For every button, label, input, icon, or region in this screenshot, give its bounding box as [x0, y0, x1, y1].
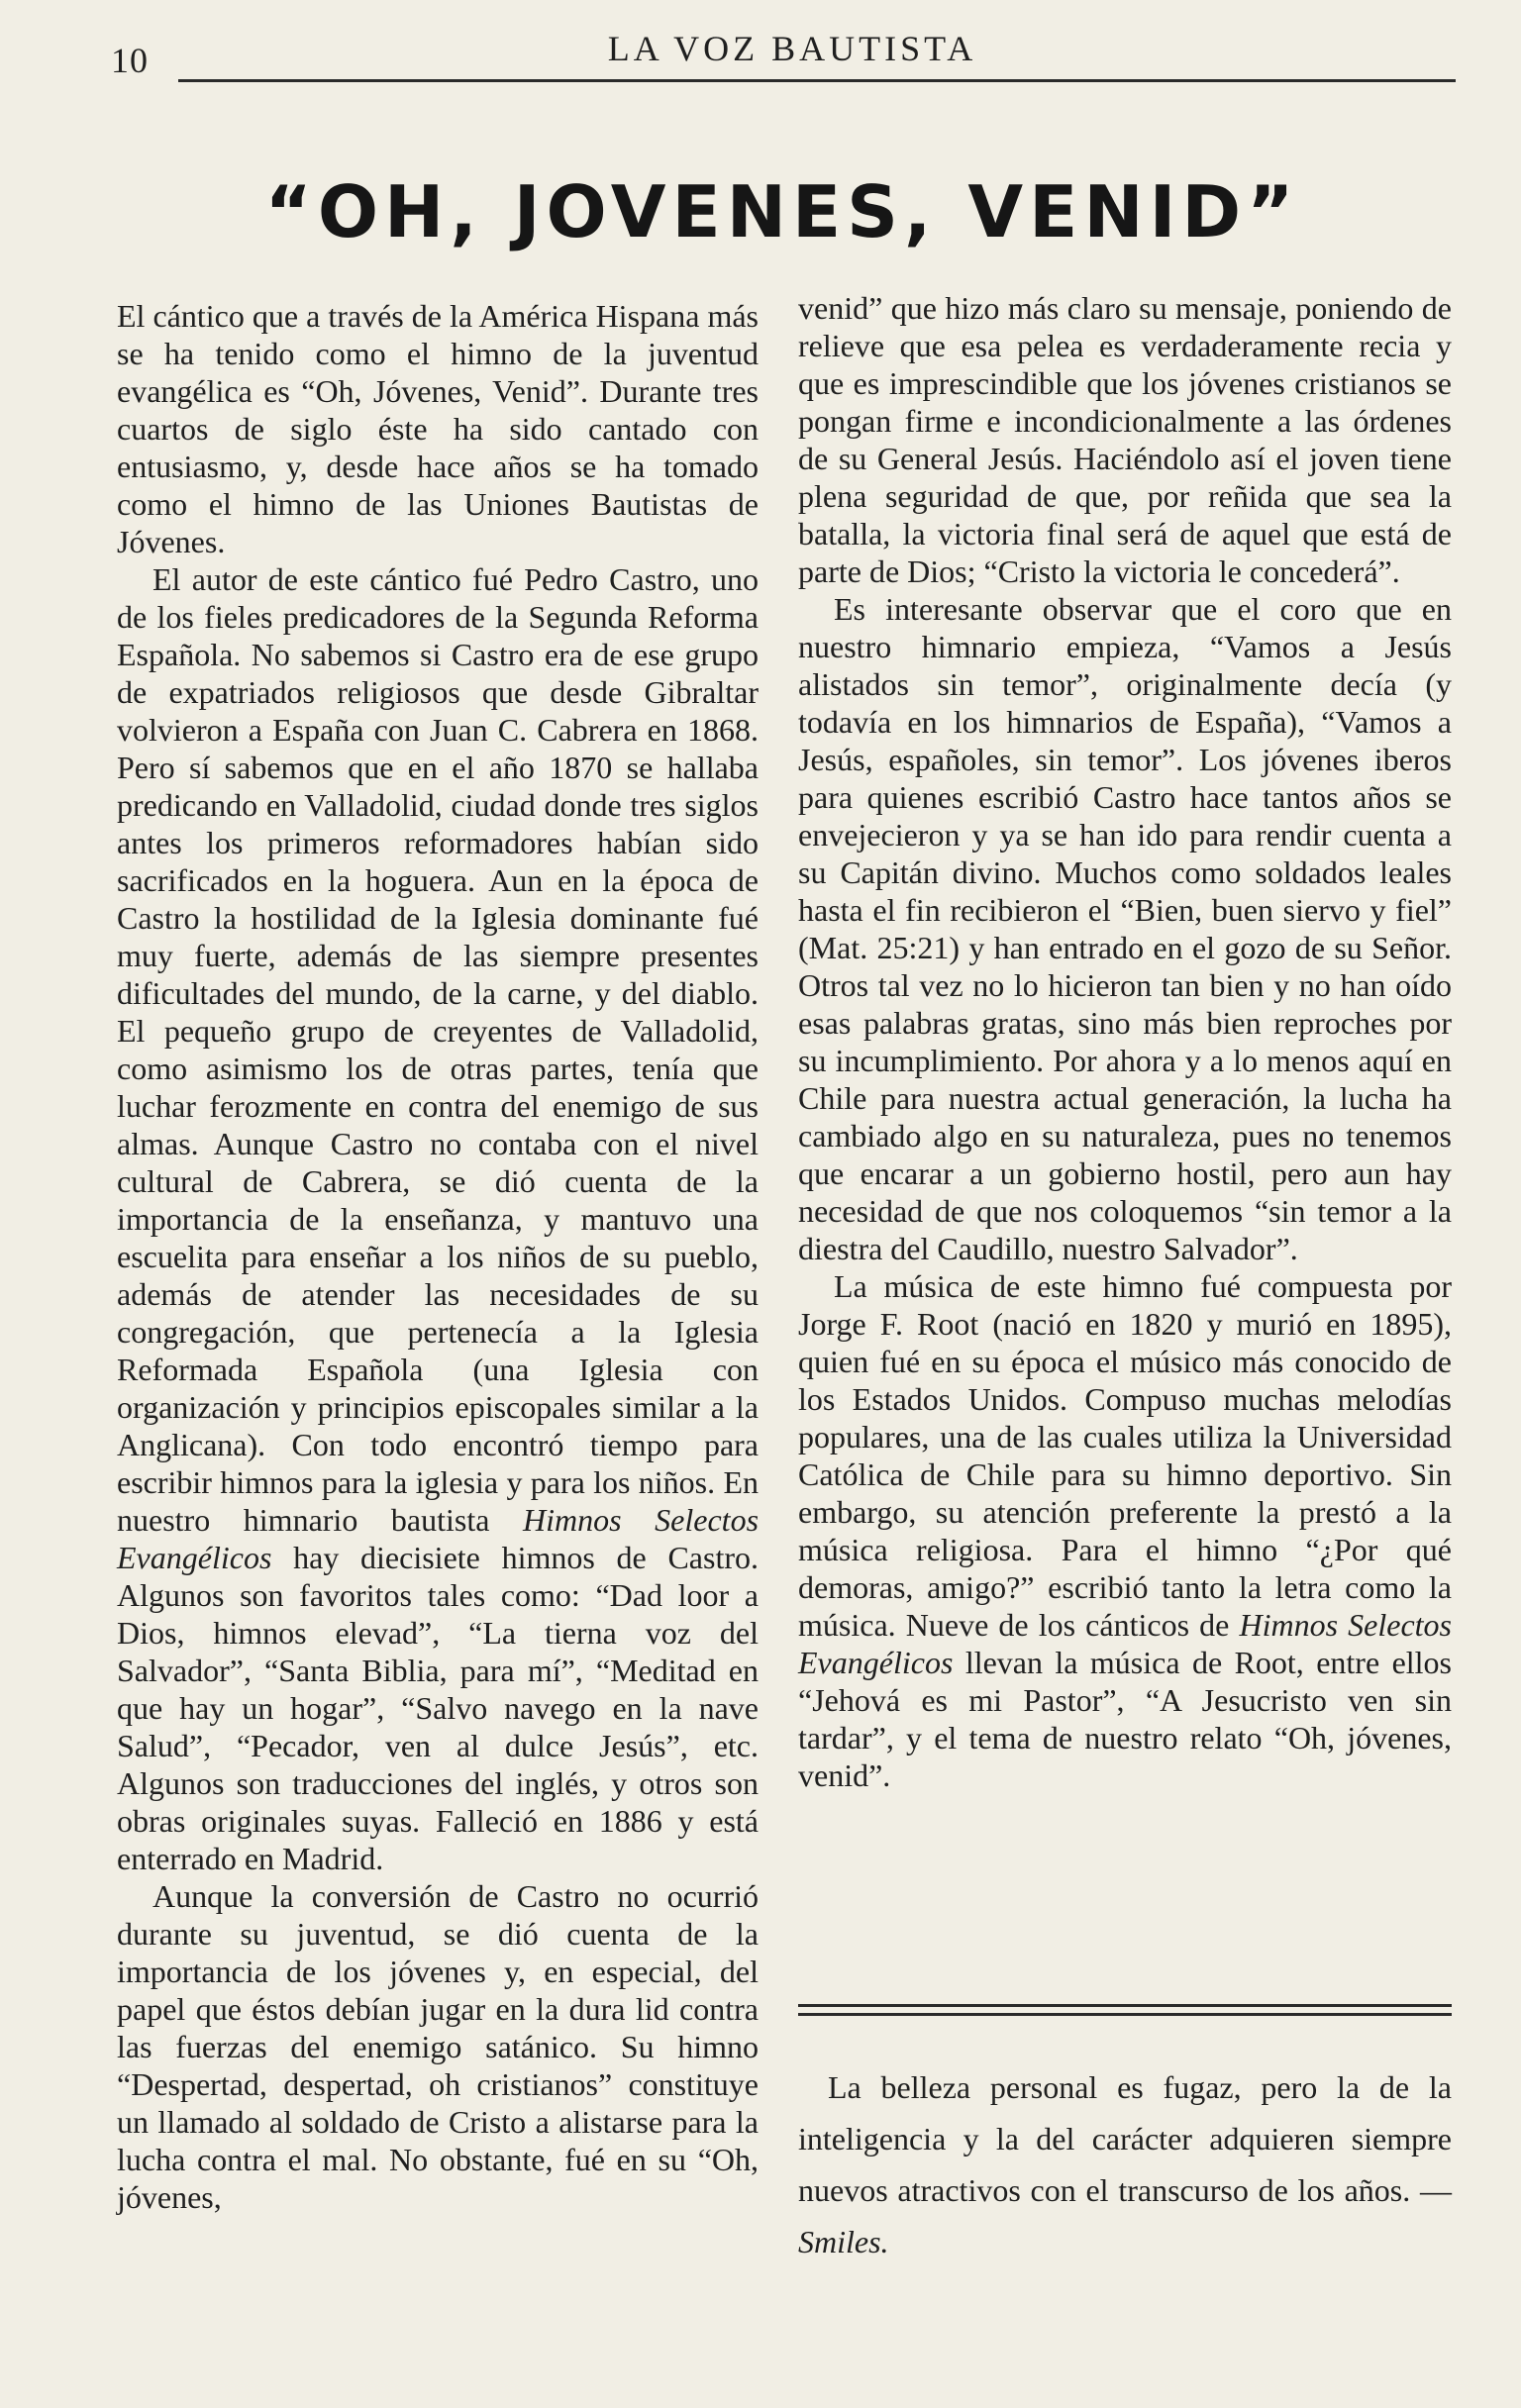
paragraph: [798, 1267, 1452, 1794]
right-column: [798, 289, 1452, 1794]
paragraph-text: La música de este himno fué compuesta por Jorge F. Root (nació en 1820 y murió en 1895), quien fué en su época el músico más conocido de los Estados Unidos. Compuso muchas melodías populares, una de las cuales utiliza la Universidad Católica de Chile para su himno deportivo. Sin embargo, su atención preferente la prestó a la música religiosa. Para el himno “¿Por qué demoras, amigo?” escribió tanto la letra como la música. Nueve de los cánticos de: [798, 1268, 1452, 1643]
paragraph: Es interesante observar que el coro que en nuestro himnario empieza, “Vamos a Jesús alistados sin temor”, originalmente decía (y todavía en los himnarios de España), “Vamos a Jesús, españoles, sin temor”. Los jóvenes iberos para quienes escribió Castro hace tantos años se envejecieron y ya se han ido para rendir cuenta a su Capitán divino. Muchos como soldados leales hasta el fin recibieron el “Bien, buen siervo y fiel” (Mat. 25:21) y han entrado en el gozo de su Señor. Otros tal vez no lo hicieron tan bien y no han oído esas palabras gratas, sino más bien reproches por su incumplimiento. Por ahora y a lo menos aquí en Chile para nuestra actual generación, la lucha ha cambiado algo en su naturaleza, pues no tenemos que encarar a un gobierno hostil, pero aun hay necesidad de que nos coloquemos “sin temor a la diestra del Caudillo, nuestro Salvador”.: [798, 591, 1452, 1266]
hymnal-title: Himnos Selectos Evangélicos: [798, 1607, 1453, 1680]
paragraph: venid” que hizo más claro su mensaje, poniendo de relieve que esa pelea es verdaderamente recia y que es imprescindible que los jóvenes cristianos se pongan firme e incondicionalmente a las órdenes de su General Jesús. Haciéndolo así el joven tiene plena seguridad de que, por reñida que sea la batalla, la victoria final será de aquel que está de parte de Dios; “Cristo la victoria le concederá”.: [798, 290, 1452, 589]
rule-line: [798, 2004, 1452, 2007]
quote-text: La belleza personal es fugaz, pero la de la inteligencia y la del carácter adquieren siempre nuevos atractivos con el transcurso de los años. —: [798, 2069, 1452, 2208]
article-title: “OH, JOVENES, VENID”: [264, 170, 1300, 253]
hymnal-title: Himnos Selectos Evangélicos: [117, 1502, 760, 1575]
rule-line: [798, 2013, 1452, 2016]
quote-author: Smiles.: [798, 2224, 889, 2259]
quote-paragraph: [798, 2061, 1452, 2267]
quote-box: [798, 2061, 1452, 2267]
double-rule-divider: [798, 2004, 1452, 2016]
header-rule: [178, 79, 1456, 82]
paragraph-text: hay diecisiete himnos de Castro. Algunos son favoritos tales como: “Dad loor a Dios, himnos elevad”, “La tierna voz del Salvador”, “Santa Biblia, para mí”, “Meditad en que hay un hogar”, “Salvo navego en la nave Salud”, “Pecador, ven al dulce Jesús”, etc. Algunos son traducciones del inglés, y otros son obras originales suyas. Falleció en 1886 y está enterrado en Madrid.: [117, 1540, 759, 1876]
paragraph: El cántico que a través de la América Hispana más se ha tenido como el himno de la juventud evangélica es “Oh, Jóvenes, Venid”. Durante tres cuartos de siglo éste ha sido cantado con entusiasmo, y, desde hace años se ha tomado como el himno de las Uniones Bautistas de Jóvenes.: [117, 298, 759, 559]
paragraph: Aunque la conversión de Castro no ocurrió durante su juventud, se dió cuenta de la importancia de los jóvenes y, en especial, del papel que éstos debían jugar en la dura lid contra las fuerzas del enemigo satánico. Su himno “Despertad, despertad, oh cristianos” constituye un llamado al soldado de Cristo a alistarse para la lucha contra el mal. No obstante, fué en su “Oh, jóvenes,: [117, 1878, 759, 2215]
paragraph-text: El autor de este cántico fué Pedro Castro, uno de los fieles predicadores de la Segunda Reforma Española. No sabemos si Castro era de ese grupo de expatriados religiosos que desde Gibraltar volvieron a España con Juan C. Cabrera en 1868. Pero sí sabemos que en el año 1870 se hallaba predicando en Valladolid, ciudad donde tres siglos antes los primeros reformadores habían sido sacrificados en la hoguera. Aun en la época de Castro la hostilidad de la Iglesia dominante fué muy fuerte, además de las siempre presentes dificultades del mundo, de la carne, y del diablo. El pequeño grupo de creyentes de Valladolid, como asimismo los de otras partes, tenía que luchar ferozmente en contra del enemigo de sus almas. Aunque Castro no contaba con el nivel cultural de Cabrera, se dió cuenta de la importancia de la enseñanza, y mantuvo una escuelita para enseñar a los niños de su pueblo, además de atender las necesidades de su congregación, que pertenecía a la Iglesia Reformada Española (una Iglesia con organización y principios episcopales similar a la Anglicana). Con todo encontró tiempo para escribir himnos para la iglesia y para los niños. En nuestro himnario bautista: [117, 561, 759, 1538]
running-title: LA VOZ BAUTISTA: [607, 29, 977, 68]
page-number: 10: [111, 41, 149, 80]
paragraph: [117, 560, 759, 1877]
paragraph-text: llevan la música de Root, entre ellos “Jehová es mi Pastor”, “A Jesucristo ven sin tardar”, y el tema de nuestro relato “Oh, jóvenes, venid”.: [798, 1645, 1453, 1793]
left-column: [117, 297, 759, 2216]
